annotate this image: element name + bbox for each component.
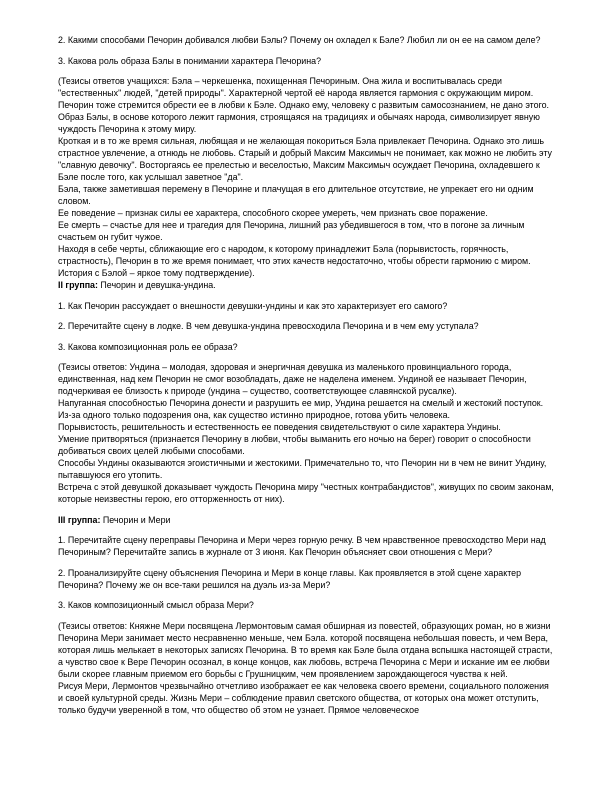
answer-paragraph: (Тезисы ответов: Ундина – молодая, здоровая и энергичная девушка из маленького провинциального города, единственная, над кем Печорин не смог возобладать, даже не наделена именем. Ундиной ее называет Печорин, подчеркивая ее близость к природе (ундина – существо, соответствующее славянской русалке).	[58, 362, 527, 396]
answer-paragraph: Бэла, также заметившая перемену в Печорине и плачущая в его длительное отсутствие, не упрекает его ни одним словом.	[58, 184, 534, 206]
answer-paragraph: Встреча с этой девушкой доказывает чуждость Печорина миру "честных контрабандистов", живущих по своим законам, которые неизвестны герою, его отторженность от них).	[58, 482, 554, 504]
question-bela-3: 3. Какова роль образа Бэлы в понимании характера Печорина?	[58, 55, 322, 66]
answer-paragraph: Способы Ундины оказываются эгоистичными и жестокими. Примечательно то, что Печорин ни в чем не винит Ундину, пытавшуюся его утопить.	[58, 458, 547, 480]
question-undina-2: 2. Перечитайте сцену в лодке. В чем девушка-ундина превосходила Печорина и в чем ему уступала?	[58, 321, 479, 331]
group-2-label: II группа:	[58, 280, 98, 290]
group-3-heading	[58, 514, 554, 526]
answer-paragraph: Находя в себе черты, сближающие его с народом, к которому принадлежит Бэла (порывистость, горячность, страстность), Печорин в то же время понимает, что этих качеств недостаточно, чтобы обрести гармонию с миром. История с Бэлой – яркое тому подтверждение).	[58, 244, 531, 278]
answer-paragraph: (Тезисы ответов: Княжне Мери посвящена Лермонтовым самая обширная из повестей, образующих роман, но в жизни Печорина Мери занимает место несравненно меньше, чем Бэла. которой посвящена небольшая повесть, и чем Вера, которая лишь мелькает в некоторых записях Печорина. В то время как Бэле была отдана вспышка настоящей страсти, а чувство свое к Вере Печорин осознал, в конце концов, как любовь, встреча Печорина с Мери и искание им ее любви были скорее главным приемом его борьбы с Грушницким, чем проявлением зарождающегося чувства к ней.	[58, 620, 553, 679]
question-mary-3: 3. Каков композиционный смысл образа Мери?	[58, 600, 254, 610]
answer-paragraph: Порывистость, решительность и естественность ее поведения свидетельствуют о силе характера Ундины.	[58, 422, 501, 432]
answer-paragraph: Рисуя Мери, Лермонтов чрезвычайно отчетливо изображает ее как человека своего времени, социального положения и своей культурной среды. Жизнь Мери – соблюдение правил светского общества, от которых она может отступить, только будучи уверенной в том, что общество об этом не узнает. Прямое человеческое	[58, 680, 549, 715]
group-2-heading	[58, 279, 554, 291]
answer-paragraph: Ее поведение – признак силы ее характера, способного скорее умереть, чем признать свое поражение.	[58, 208, 488, 218]
group-3-label: III группа:	[58, 514, 101, 525]
answer-paragraph: Ее смерть – счастье для нее и трагедия для Печорина, лишний раз убедившегося в том, что в погоне за личным счастьем он губит чужое.	[58, 220, 525, 242]
group-3-title: Печорин и Мери	[100, 514, 171, 525]
question-mary-1: 1. Перечитайте сцену переправы Печорина и Мери через горную речку. В чем нравственное превосходство Мери над Печориным? Перечитайте запись в журнале от 3 июня. Как Печорин объясняет свои отношения с Мери?	[58, 535, 546, 557]
question-bela-2: 2. Какими способами Печорин добивался любви Бэлы? Почему он охладел к Бэле? Любил ли он ее на самом деле?	[58, 35, 541, 45]
question-mary-2: 2. Проанализируйте сцену объяснения Печорина и Мери в конце главы. Как проявляется в этой сцене характер Печорина? Почему же он все-таки решился на дуэль из-за Мери?	[58, 567, 522, 590]
answer-paragraph: Умение притворяться (признается Печорину в любви, чтобы выманить его ночью на берег) говорит о способности добиваться своих целей любыми способами.	[58, 434, 531, 456]
question-undina-3: 3. Какова композиционная роль ее образа?	[58, 341, 238, 352]
answer-paragraph: (Тезисы ответов учащихся: Бэла – черкешенка, похищенная Печориным. Она жила и воспитывалась среди "естественных" людей, "детей природы". Характерной чертой её народа является гармония с окружающим миром. Печорин тоже стремится обрести ее в любви к Бэле. Однако ему, человеку с развитым самосознанием, не дано этого. Образ Бэлы, в основе которого лежит гармония, строящаяся на традициях и обычаях народа, символизирует явную чуждость Печорина к этому миру.	[58, 76, 550, 134]
question-undina-1: 1. Как Печорин рассуждает о внешности девушки-ундины и как это характеризует его самого?	[58, 300, 448, 311]
answer-paragraph: Кроткая и в то же время сильная, любящая и не желающая покориться Бэла привлекает Печорина. Однако это лишь страстное увлечение, а отнюдь не любовь. Старый и добрый Максим Максимыч не понимает, как можно не любить эту "славную девочку". Восторгаясь ее прелестью и веселостью, Максим Максимыч осуждает Печорина, охладевшего к Бэле после того, как услышал заветное "да".	[58, 136, 552, 182]
answer-paragraph: Напуганная способностью Печорина донести и разрушить ее мир, Ундина решается на смелый и жестокий поступок. Из-за одного только подозрения она, как существо истинно природное, готова убить человека.	[58, 398, 544, 420]
group-2-title: Печорин и девушка-ундина.	[97, 280, 216, 290]
